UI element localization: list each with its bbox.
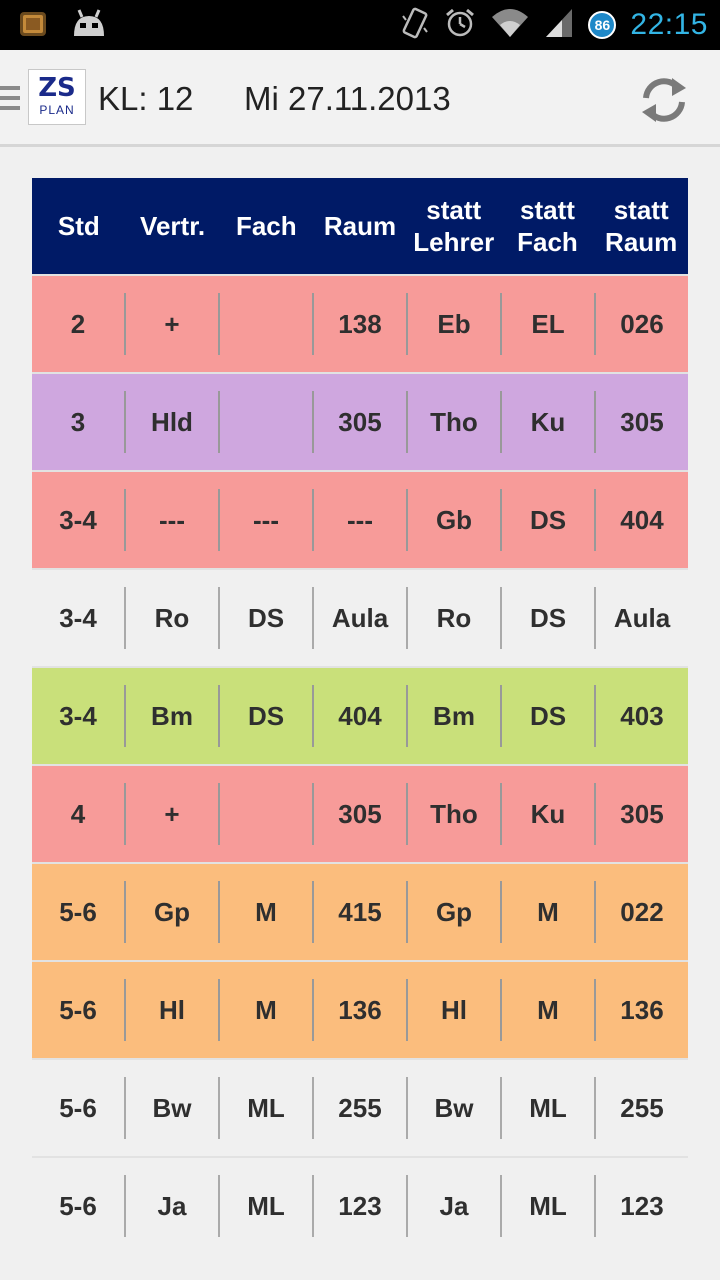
table-cell: 305 bbox=[594, 783, 688, 845]
table-cell: 138 bbox=[312, 293, 406, 355]
table-cell: Tho bbox=[406, 391, 500, 453]
table-cell: 3 bbox=[70, 406, 86, 437]
signal-icon bbox=[544, 7, 574, 44]
status-bar bbox=[0, 0, 720, 50]
android-debug-icon bbox=[70, 8, 108, 43]
table-cell: + bbox=[124, 293, 218, 355]
table-row[interactable] bbox=[32, 666, 688, 764]
table-cell: M bbox=[218, 979, 312, 1041]
table-row[interactable] bbox=[32, 1156, 688, 1254]
table-cell: Hl bbox=[406, 979, 500, 1041]
table-cell: Tho bbox=[406, 783, 500, 845]
logo-plan-text: PLAN bbox=[39, 103, 75, 117]
refresh-button[interactable] bbox=[636, 72, 692, 128]
table-cell: Bm bbox=[124, 685, 218, 747]
alarm-icon bbox=[444, 7, 476, 44]
table-cell: 022 bbox=[594, 881, 688, 943]
table-cell bbox=[218, 293, 312, 355]
table-cell: 5-6 bbox=[59, 896, 97, 927]
table-body bbox=[32, 274, 688, 1254]
table-cell: Ro bbox=[406, 587, 500, 649]
table-cell: Ku bbox=[500, 391, 594, 453]
table-cell: M bbox=[500, 881, 594, 943]
refresh-icon bbox=[636, 72, 692, 128]
table-row[interactable] bbox=[32, 568, 688, 666]
table-row[interactable] bbox=[32, 862, 688, 960]
table-cell: 026 bbox=[594, 293, 688, 355]
table-cell: ML bbox=[218, 1077, 312, 1139]
table-cell: 136 bbox=[594, 979, 688, 1041]
table-cell: Aula bbox=[594, 587, 688, 649]
table-cell: M bbox=[218, 881, 312, 943]
header-fach: Fach bbox=[235, 211, 297, 241]
table-cell: Bm bbox=[406, 685, 500, 747]
table-cell bbox=[218, 783, 312, 845]
table-cell: 5-6 bbox=[59, 1092, 97, 1123]
table-cell: --- bbox=[124, 489, 218, 551]
substitution-table bbox=[32, 178, 688, 1254]
table-cell: ML bbox=[500, 1077, 594, 1139]
table-cell: 403 bbox=[594, 685, 688, 747]
header-vertr: Vertr. bbox=[140, 211, 206, 241]
table-cell: --- bbox=[312, 489, 406, 551]
class-label: KL: 12 bbox=[98, 80, 194, 117]
table-cell: 2 bbox=[70, 308, 86, 339]
table-row[interactable] bbox=[32, 1058, 688, 1156]
battery-badge-icon: 86 bbox=[588, 11, 616, 39]
table-cell: --- bbox=[218, 489, 312, 551]
table-cell: ML bbox=[500, 1175, 594, 1237]
table-cell: DS bbox=[218, 587, 312, 649]
table-cell: M bbox=[500, 979, 594, 1041]
table-cell: DS bbox=[500, 587, 594, 649]
table-cell: Bw bbox=[124, 1077, 218, 1139]
header-std: Std bbox=[57, 211, 100, 241]
table-cell: Bw bbox=[406, 1077, 500, 1139]
table-cell: Ja bbox=[406, 1175, 500, 1237]
photo-notification-icon bbox=[18, 8, 48, 43]
table-cell: Gb bbox=[406, 489, 500, 551]
table-cell: DS bbox=[218, 685, 312, 747]
header-statt-lehrer: statt Lehrer bbox=[413, 195, 495, 257]
table-cell: 3-4 bbox=[59, 504, 97, 535]
table-cell: 305 bbox=[312, 783, 406, 845]
table-row[interactable] bbox=[32, 764, 688, 862]
drawer-menu-icon[interactable] bbox=[0, 86, 20, 116]
wifi-icon bbox=[490, 7, 530, 44]
table-row[interactable] bbox=[32, 470, 688, 568]
table-row[interactable] bbox=[32, 372, 688, 470]
table-cell: Gp bbox=[406, 881, 500, 943]
table-cell: 404 bbox=[312, 685, 406, 747]
table-cell: 4 bbox=[70, 798, 86, 829]
action-bar bbox=[0, 50, 720, 147]
table-cell: Ja bbox=[124, 1175, 218, 1237]
table-cell: 305 bbox=[594, 391, 688, 453]
table-cell: 255 bbox=[312, 1077, 406, 1139]
table-cell: 123 bbox=[594, 1175, 688, 1237]
table-header bbox=[32, 178, 688, 274]
table-cell: Hld bbox=[124, 391, 218, 453]
header-statt-raum: statt Raum bbox=[605, 195, 678, 257]
table-row[interactable] bbox=[32, 274, 688, 372]
table-cell: Ro bbox=[124, 587, 218, 649]
table-cell: 136 bbox=[312, 979, 406, 1041]
table-cell: ML bbox=[218, 1175, 312, 1237]
clock: 22:15 bbox=[630, 8, 708, 41]
table-cell: Hl bbox=[124, 979, 218, 1041]
table-cell: 3-4 bbox=[59, 602, 97, 633]
table-cell: Eb bbox=[406, 293, 500, 355]
app-logo[interactable] bbox=[28, 69, 86, 125]
table-cell: DS bbox=[500, 685, 594, 747]
table-cell: 305 bbox=[312, 391, 406, 453]
table-cell: 255 bbox=[594, 1077, 688, 1139]
table-cell: DS bbox=[500, 489, 594, 551]
table-cell bbox=[218, 391, 312, 453]
table-cell: 5-6 bbox=[59, 994, 97, 1025]
table-cell: Gp bbox=[124, 881, 218, 943]
table-cell: + bbox=[124, 783, 218, 845]
logo-zs-text: ZS bbox=[38, 73, 76, 103]
vibrate-icon bbox=[400, 6, 430, 45]
table-cell: 5-6 bbox=[59, 1190, 97, 1221]
table-cell: EL bbox=[500, 293, 594, 355]
date-label: Mi 27.11.2013 bbox=[244, 80, 451, 117]
header-statt-fach: statt Fach bbox=[517, 195, 578, 257]
table-cell: Aula bbox=[312, 587, 406, 649]
table-cell: 123 bbox=[312, 1175, 406, 1237]
header-raum: Raum bbox=[323, 211, 397, 241]
table-cell: Ku bbox=[500, 783, 594, 845]
table-cell: 3-4 bbox=[59, 700, 97, 731]
table-cell: 404 bbox=[594, 489, 688, 551]
table-row[interactable] bbox=[32, 960, 688, 1058]
table-cell: 415 bbox=[312, 881, 406, 943]
